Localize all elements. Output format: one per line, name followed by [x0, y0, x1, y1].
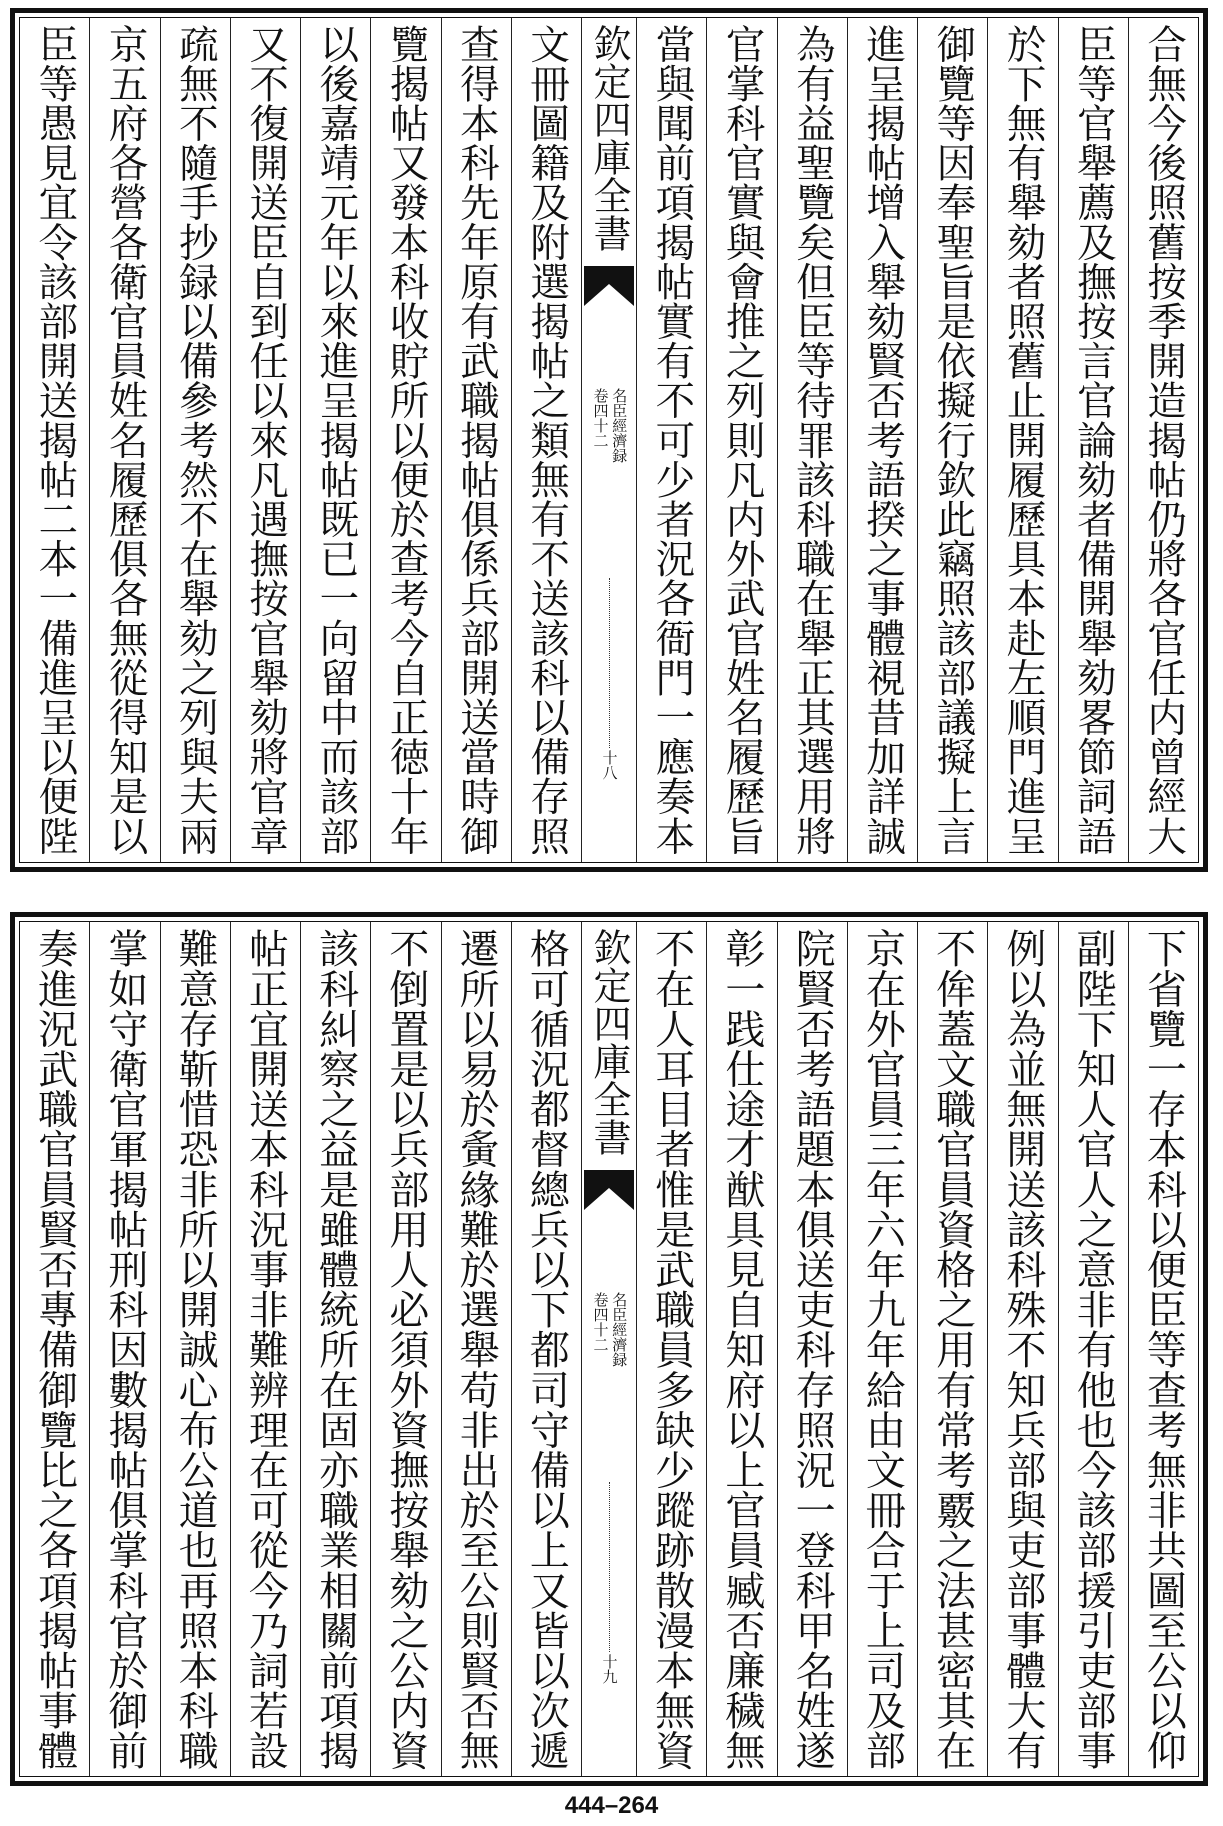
book-title: 名臣經濟録 — [610, 388, 629, 463]
column-text: 疏無不隨手抄録以備參考然不在舉劾之列與夫兩 — [172, 24, 219, 856]
text-column — [370, 18, 440, 862]
column-text: 進呈揭帖增入舉劾賢否考語揆之事體視昔加詳誠 — [860, 24, 907, 856]
text-column — [160, 922, 230, 1776]
column-text: 難意存靳惜恐非所以開誠心布公道也再照本科職 — [172, 928, 219, 1771]
center-margin — [581, 922, 636, 1776]
collection-title: 欽定四庫全書 — [587, 928, 631, 1156]
column-text: 院賢否考語題本俱送吏科存照況一登科甲名姓遂 — [789, 928, 836, 1771]
column-text: 覽揭帖又發本科收貯所以便於查考今自正徳十年 — [383, 24, 430, 856]
column-text: 文冊圖籍及附選揭帖之類無有不送該科以備存照 — [524, 24, 571, 856]
volume-label: 卷四十二 — [591, 1292, 610, 1352]
column-text: 當與聞前項揭帖實有不可少者況各衙門一應奏本 — [649, 24, 696, 856]
text-column — [1128, 18, 1198, 862]
text-column — [230, 18, 300, 862]
text-column — [777, 18, 847, 862]
column-text: 京在外官員三年六年九年給由文冊合于上司及部 — [859, 928, 906, 1771]
column-text: 例以為並無開送該科殊不知兵部與吏部事體大有 — [999, 928, 1046, 1771]
text-column — [230, 922, 300, 1776]
column-text: 臣等愚見宜令該部開送揭帖二本一備進呈以便陛 — [32, 24, 79, 856]
text-column — [300, 18, 370, 862]
column-text: 查得本科先年原有武職揭帖俱係兵部開送當時御 — [453, 24, 500, 856]
column-text: 於下無有舉劾者照舊止開履歷具本赴左順門進呈 — [1000, 24, 1047, 856]
upper-page — [10, 8, 1208, 872]
column-text: 不侔蓋文職官員資格之用有常考覈之法甚密其在 — [929, 928, 976, 1771]
dotted-rule — [609, 1482, 610, 1652]
column-text: 不在人耳目者惟是武職員多缺少蹤跡散漫本無資 — [648, 928, 695, 1771]
fishtail-mark-icon — [584, 266, 634, 306]
text-column — [20, 18, 89, 862]
column-text: 不倒置是以兵部用人必須外資撫按舉劾之公内資 — [382, 928, 429, 1771]
fishtail-mark-icon — [584, 1170, 634, 1210]
column-text: 奏進況武職官員賢否專備御覽比之各項揭帖事體 — [31, 928, 78, 1771]
column-text: 官掌科官實與會推之列則凡内外武官姓名履歷旨 — [719, 24, 766, 856]
text-column — [1128, 922, 1198, 1776]
leaf-number: 十九 — [600, 1654, 619, 1684]
text-column — [847, 922, 917, 1776]
text-column — [917, 18, 987, 862]
column-text: 京五府各營各衛官員姓名履歷俱各無從得知是以 — [102, 24, 149, 856]
text-column — [706, 18, 776, 862]
upper-page-frame — [19, 17, 1199, 863]
page-number-footer: 444–264 — [564, 1792, 659, 1819]
text-column — [160, 18, 230, 862]
column-text: 掌如守衛官軍揭帖刑科因數揭帖俱掌科官於御前 — [101, 928, 148, 1771]
text-column — [1058, 922, 1128, 1776]
column-text: 又不復開送臣自到任以來凡遇撫按官舉劾將官章 — [243, 24, 290, 856]
text-column — [636, 18, 706, 862]
text-column — [917, 922, 987, 1776]
column-text: 臣等官舉薦及撫按言官論劾者備開舉劾畧節詞語 — [1070, 24, 1117, 856]
column-text: 遷所以易於夤緣難於選舉苟非出於至公則賢否無 — [453, 928, 500, 1771]
column-text: 以後嘉靖元年以來進呈揭帖既已一向留中而該部 — [313, 24, 360, 856]
volume-label: 卷四十二 — [591, 388, 610, 448]
text-column — [511, 18, 581, 862]
column-text: 下省覽一存本科以便臣等查考無非共圖至公以仰 — [1140, 928, 1187, 1771]
text-column — [89, 922, 159, 1776]
lower-page — [10, 912, 1208, 1786]
text-column — [300, 922, 370, 1776]
text-column — [441, 922, 511, 1776]
text-column — [636, 922, 706, 1776]
collection-title: 欽定四庫全書 — [587, 24, 631, 252]
text-column — [1058, 18, 1128, 862]
column-text: 合無今後照舊按季開造揭帖仍將各官任内曾經大 — [1141, 24, 1188, 856]
text-column — [20, 922, 89, 1776]
column-text: 該科糾察之益是雖體統所在固亦職業相關前項揭 — [312, 928, 359, 1771]
leaf-number: 十八 — [600, 750, 619, 780]
column-text: 帖正宜開送本科況事非難辨理在可從今乃詞若設 — [242, 928, 289, 1771]
book-info — [592, 388, 627, 463]
text-column — [89, 18, 159, 862]
text-column — [706, 922, 776, 1776]
lower-page-frame — [19, 921, 1199, 1777]
book-title: 名臣經濟録 — [610, 1292, 629, 1367]
dotted-rule — [609, 578, 610, 748]
text-column — [987, 18, 1057, 862]
column-text: 御覽等因奉聖旨是依擬行欽此竊照該部議擬上言 — [930, 24, 977, 856]
center-margin — [581, 18, 636, 862]
text-column — [987, 922, 1057, 1776]
column-text: 彰一践仕途才猷具見自知府以上官員臧否廉穢無 — [718, 928, 765, 1771]
text-column — [441, 18, 511, 862]
book-info — [592, 1292, 627, 1367]
column-text: 為有益聖覽矣但臣等待罪該科職在舉正其選用將 — [789, 24, 836, 856]
column-text: 格可循況都督總兵以下都司守備以上又皆以次遞 — [523, 928, 570, 1771]
text-column — [511, 922, 581, 1776]
text-column — [777, 922, 847, 1776]
text-column — [847, 18, 917, 862]
column-text: 副陛下知人官人之意非有他也今該部援引吏部事 — [1070, 928, 1117, 1771]
text-column — [370, 922, 440, 1776]
